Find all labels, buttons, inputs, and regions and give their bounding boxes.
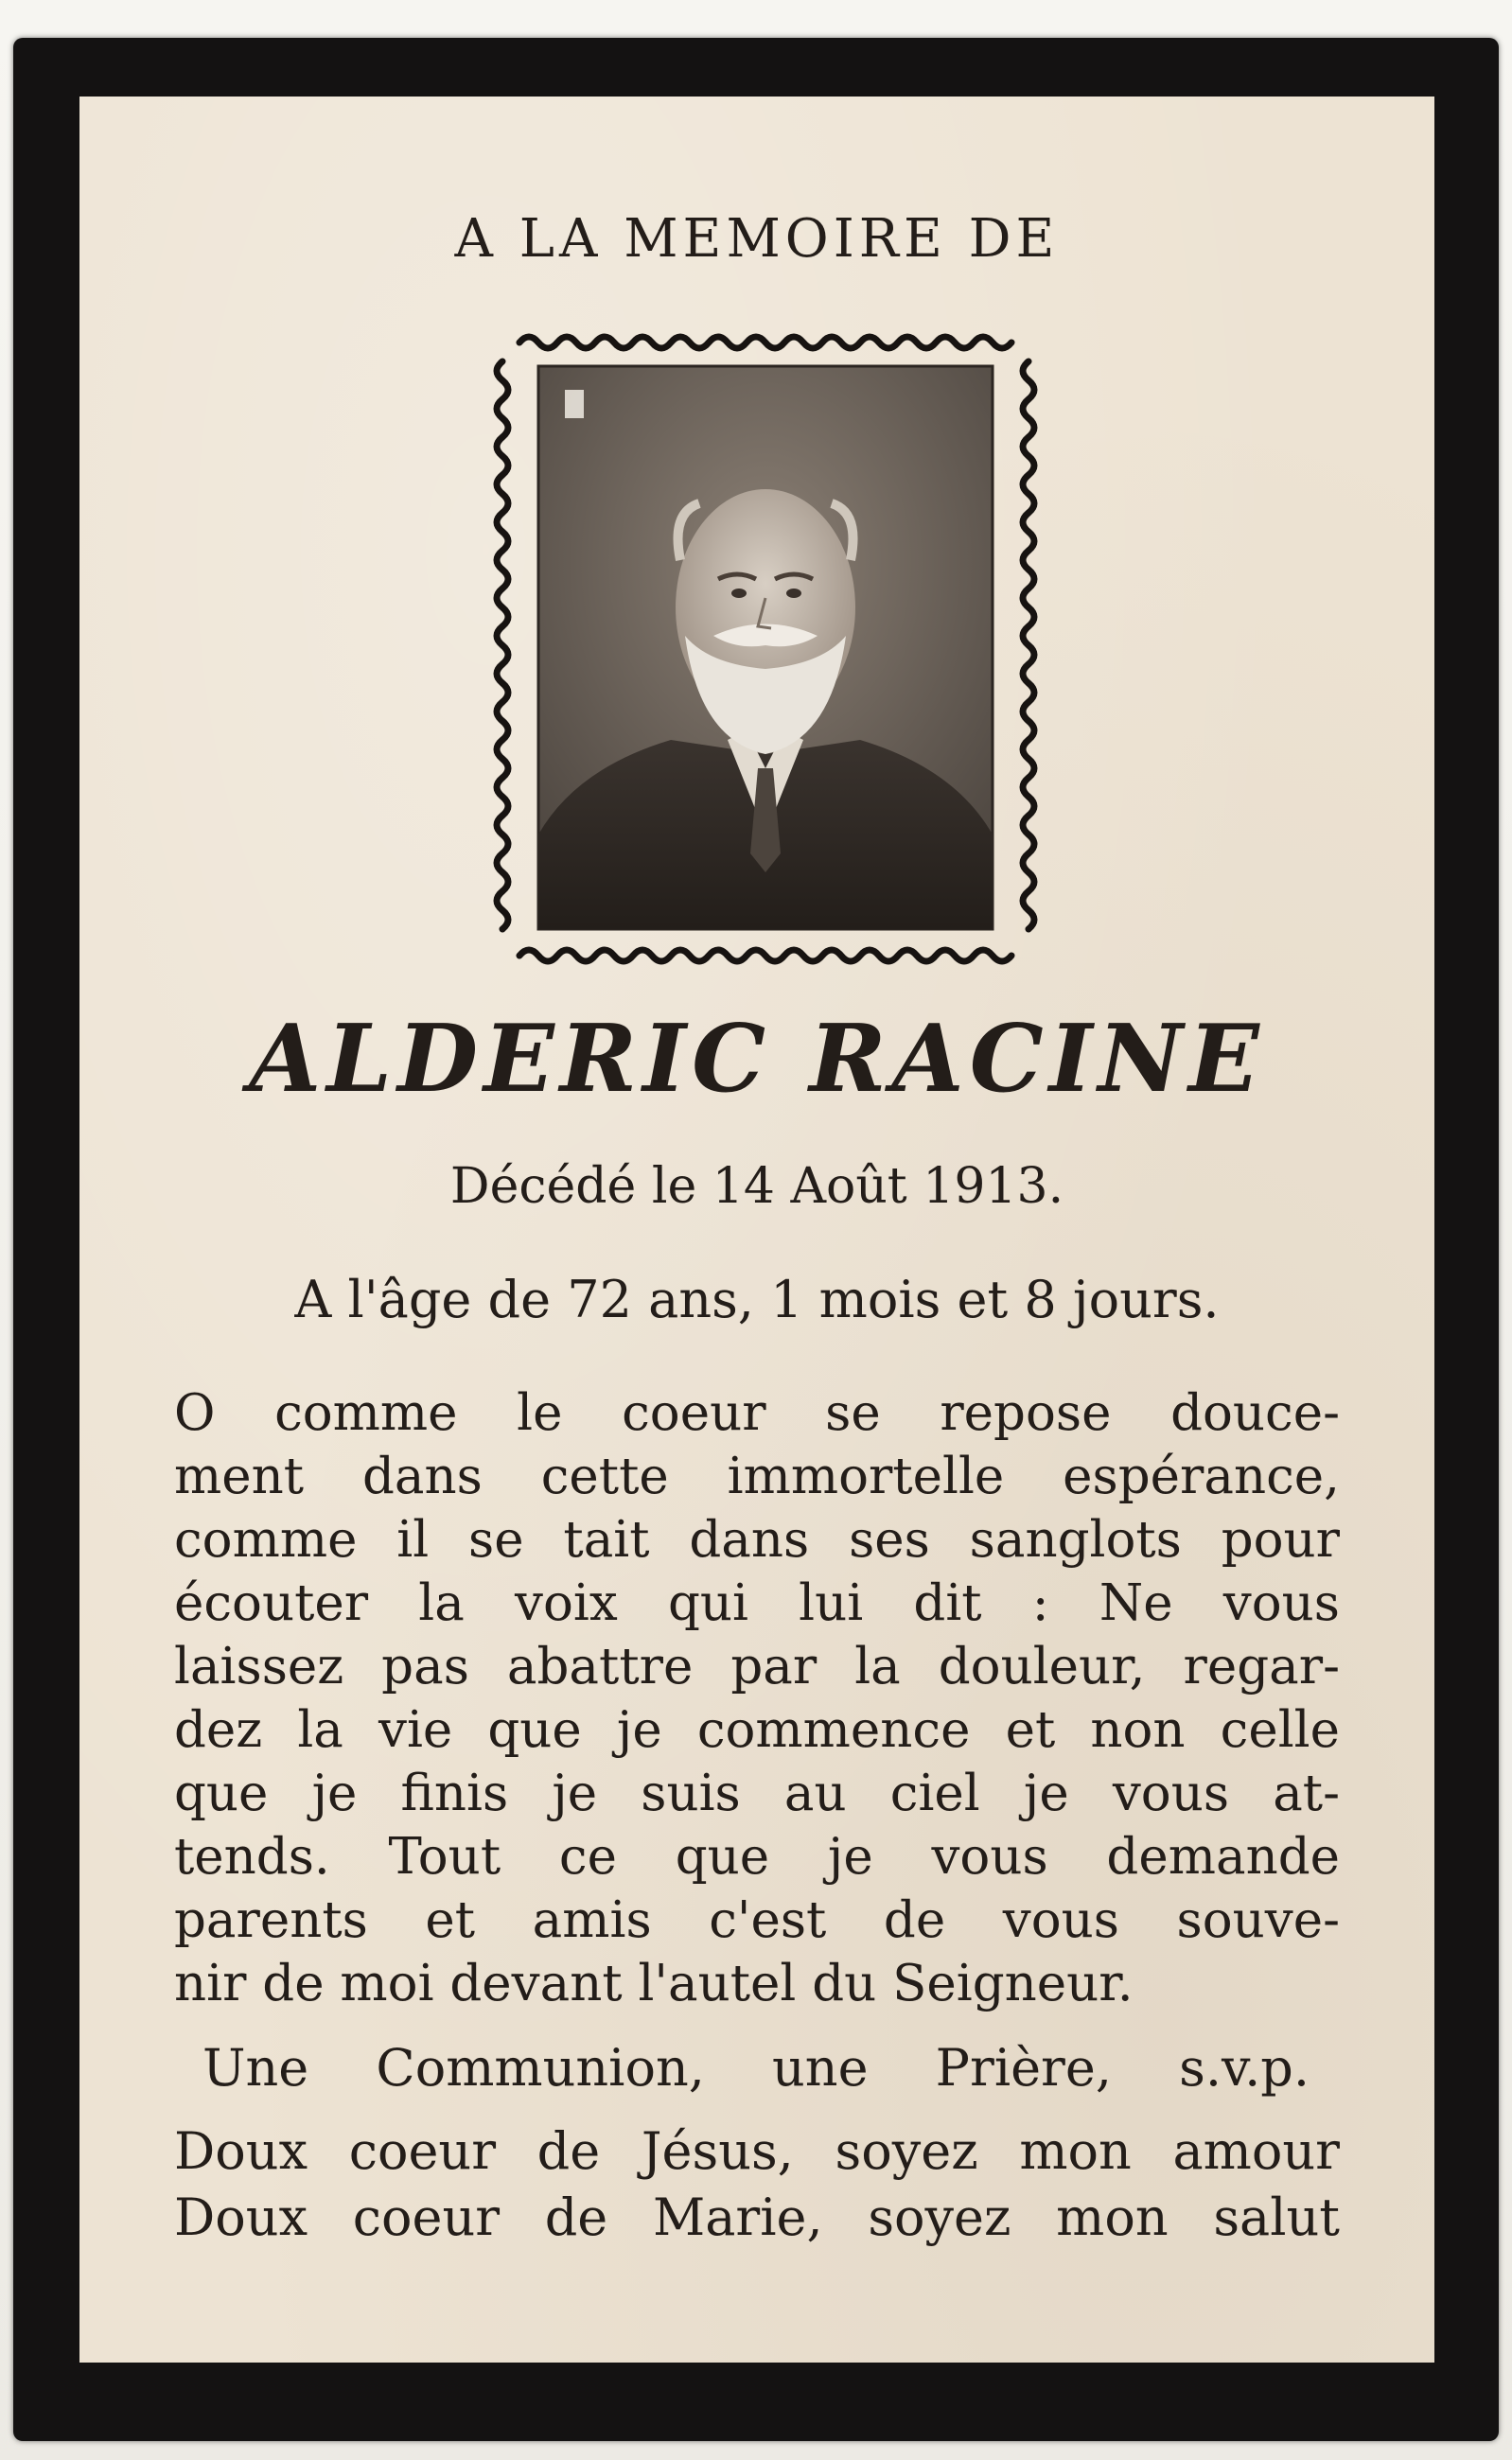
verse-line: parents et amis c'est de vous souve- xyxy=(174,1891,1340,1949)
prayer-line-jesus: Doux coeur de Jésus, soyez mon amour xyxy=(174,2121,1340,2181)
verse-line: dez la vie que je commence et non celle xyxy=(174,1701,1340,1759)
prayer-request: Une Communion, une Prière, s.v.p. xyxy=(202,2038,1310,2098)
age-at-death: A l'âge de 72 ans, 1 mois et 8 jours. xyxy=(294,1270,1220,1329)
verse-line: O comme le coeur se repose douce- xyxy=(174,1384,1340,1442)
deceased-name: ALDERIC RACINE xyxy=(249,1005,1265,1114)
verse-line: nir de moi devant l'autel du Seigneur. xyxy=(174,1955,1134,2012)
verse-line: écouter la voix qui lui dit : Ne vous xyxy=(174,1574,1340,1632)
memorial-verse xyxy=(174,1381,1340,2015)
memorial-heading: A LA MEMOIRE DE xyxy=(454,208,1060,270)
portrait-photo xyxy=(538,366,993,929)
portrait-frame xyxy=(482,324,1049,976)
card-paper-panel xyxy=(79,97,1434,2363)
verse-line: que je finis je suis au ciel je vous at- xyxy=(174,1765,1340,1822)
death-date: Décédé le 14 Août 1913. xyxy=(449,1158,1064,1215)
verse-line: comme il se tait dans ses sanglots pour xyxy=(174,1511,1340,1569)
memorial-card xyxy=(13,38,1499,2441)
verse-line: laissez pas abattre par la douleur, regar- xyxy=(174,1638,1340,1696)
verse-line: tends. Tout ce que je vous demande xyxy=(174,1828,1340,1886)
verse-line: ment dans cette immortelle espérance, xyxy=(174,1448,1340,1505)
portrait-svg xyxy=(482,324,1049,976)
prayer-line-marie: Doux coeur de Marie, soyez mon salut xyxy=(174,2188,1340,2247)
